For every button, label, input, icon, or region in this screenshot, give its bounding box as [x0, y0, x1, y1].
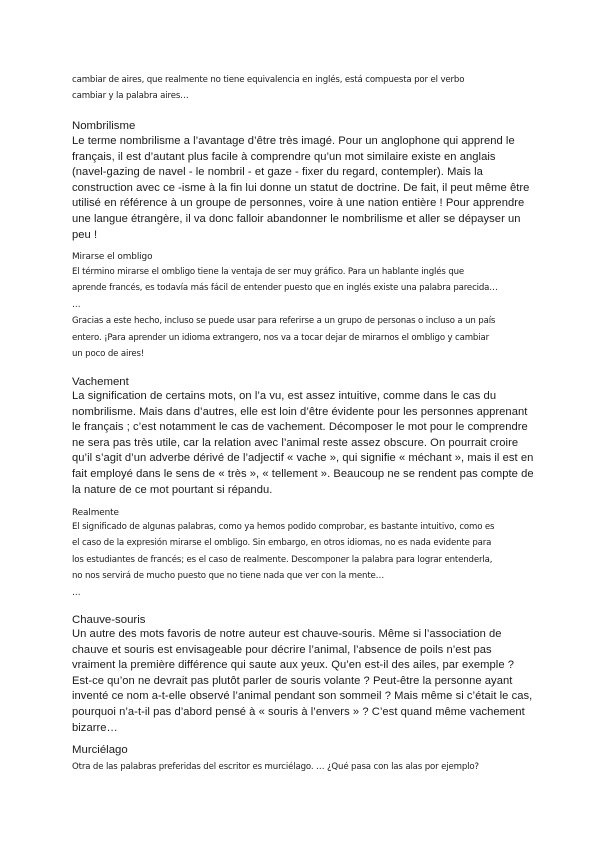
text-line: vraiment la première différence qui saute aux yeux. Qu’en est-il des ailes, par exemple ? — [72, 659, 515, 672]
text-line: utilisé en référence à un groupe de personnes, voire à une nation entière ! Pour apprendre — [72, 197, 525, 210]
paragraph-mirarse — [72, 264, 528, 362]
section-heading-nombrilisme: Nombrilisme — [72, 120, 136, 132]
text-line: los estudiantes de francés; es el caso de realmente. Descomponer la palabra para lograr entenderla, — [72, 554, 493, 565]
text-line: une langue étrangère, il va donc falloir abandonner le nombrilisme et aller se dépayser un — [72, 212, 521, 225]
text-line: entero. ¡Para aprender un idioma extrangero, nos va a tocar dejar de mirarnos el ombligo y cambiar — [72, 332, 489, 343]
text-line: le français ; c’est notamment le cas de vachement. Décomposer le mot pour le comprendre — [72, 421, 528, 434]
intro-paragraph — [72, 72, 528, 105]
text-line: Est-ce qu’on ne devrait pas plutôt parler de souris volante ? Peut-être la personne ayant — [72, 674, 513, 687]
text-line: cambiar de aires, que realmente no tiene equivalencia en inglés, está compuesta por el verbo — [72, 75, 465, 85]
text-line: … — [72, 299, 81, 310]
text-line: Gracias a este hecho, incluso se puede usar para referirse a un grupo de personas o incluso a un país — [72, 316, 496, 327]
text-line: ne sera pas très utile, car la relation avec l’animal reste assez obscure. On pourrait croire — [72, 436, 519, 449]
section-heading-vachement: Vachement — [72, 376, 129, 388]
paragraph-realmente — [72, 519, 528, 601]
text-line: la nature de ce mot pourtant si répandu. — [72, 483, 273, 496]
text-line: français, il est d’autant plus facile à comprendre qu’un mot similaire existe en anglais — [72, 150, 496, 163]
text-line: un poco de aires! — [72, 349, 145, 360]
text-line: qu’il s’agit d’un adverbe dérivé de l’adjectif « vache », qui signifie « méchant », mais il est en — [72, 452, 534, 465]
text-line: nombrilisme. Mais dans d’autres, elle est loin d’être évidente pour les personnes apprenant — [72, 405, 528, 418]
text-line: cambiar y la palabra aires… — [72, 91, 189, 102]
text-line: El término mirarse el ombligo tiene la ventaja de ser muy gráfico. Para un hablante inglés que — [72, 267, 465, 277]
text-line: Le terme nombrilisme a l’avantage d’être très imagé. Pour un anglophone qui apprend le — [72, 135, 515, 147]
text-line: peu ! — [72, 228, 98, 241]
text-line: El significado de algunas palabras, como ya hemos podido comprobar, es bastante intuitivo, como es — [72, 522, 495, 532]
text-line: no nos servirá de mucho puesto que no tiene nada que ver con la mente… — [72, 571, 385, 582]
text-line: fait employé dans le sens de « très », « tellement ». Beaucoup ne se rendent pas compte de — [72, 467, 534, 480]
section-heading-realmente: Realmente — [72, 508, 119, 518]
text-line: Un autre des mots favoris de notre auteur est chauve-souris. Même si l’association de — [72, 628, 502, 640]
text-line: construction avec ce -isme à la fin lui donne un statut de doctrine. De fait, il peut même être — [72, 181, 530, 194]
paragraph-chauve-souris — [72, 627, 533, 736]
text-line: (navel-gazing de navel - le nombril - et gaze - fixer du regard, contempler). Mais la — [72, 166, 483, 179]
section-heading-murcielago: Murciélago — [72, 744, 128, 756]
text-line: inventé ce nom a-t-elle observé l’animal pendant son sommeil ? Mais même si c’était le cas, — [72, 690, 533, 703]
text-line: aprende francés, es todavía más fácil de entender puesto que en inglés existe una palabra parecida… — [72, 283, 498, 294]
paragraph-nombrilisme — [72, 134, 528, 243]
text-line: bizarre… — [72, 721, 118, 734]
text-line: el caso de la expresión mirarse el ombligo. Sin embargo, en otros idiomas, no es nada evidente para — [72, 538, 492, 549]
paragraph-murcielago — [72, 759, 528, 775]
text-line: … — [72, 587, 81, 598]
text-line: La signification de certains mots, on l’a vu, est assez intuitive, comme dans le cas du — [72, 390, 497, 402]
text-line: chauve et souris est envisageable pour décrire l’animal, l’absence de poils n’est pas — [72, 643, 492, 656]
section-heading-chauve-souris: Chauve-souris — [72, 614, 146, 626]
paragraph-vachement — [72, 389, 534, 498]
section-heading-mirarse: Mirarse el ombligo — [72, 252, 153, 262]
text-line: Otra de las palabras preferidas del escritor es murciélago. … ¿Qué pasa con las alas por ejemplo? — [72, 762, 479, 772]
text-line: pourquoi n’a-t-il pas d’abord pensé à « souris à l’envers » ? C’est quand même vachement — [72, 705, 525, 718]
